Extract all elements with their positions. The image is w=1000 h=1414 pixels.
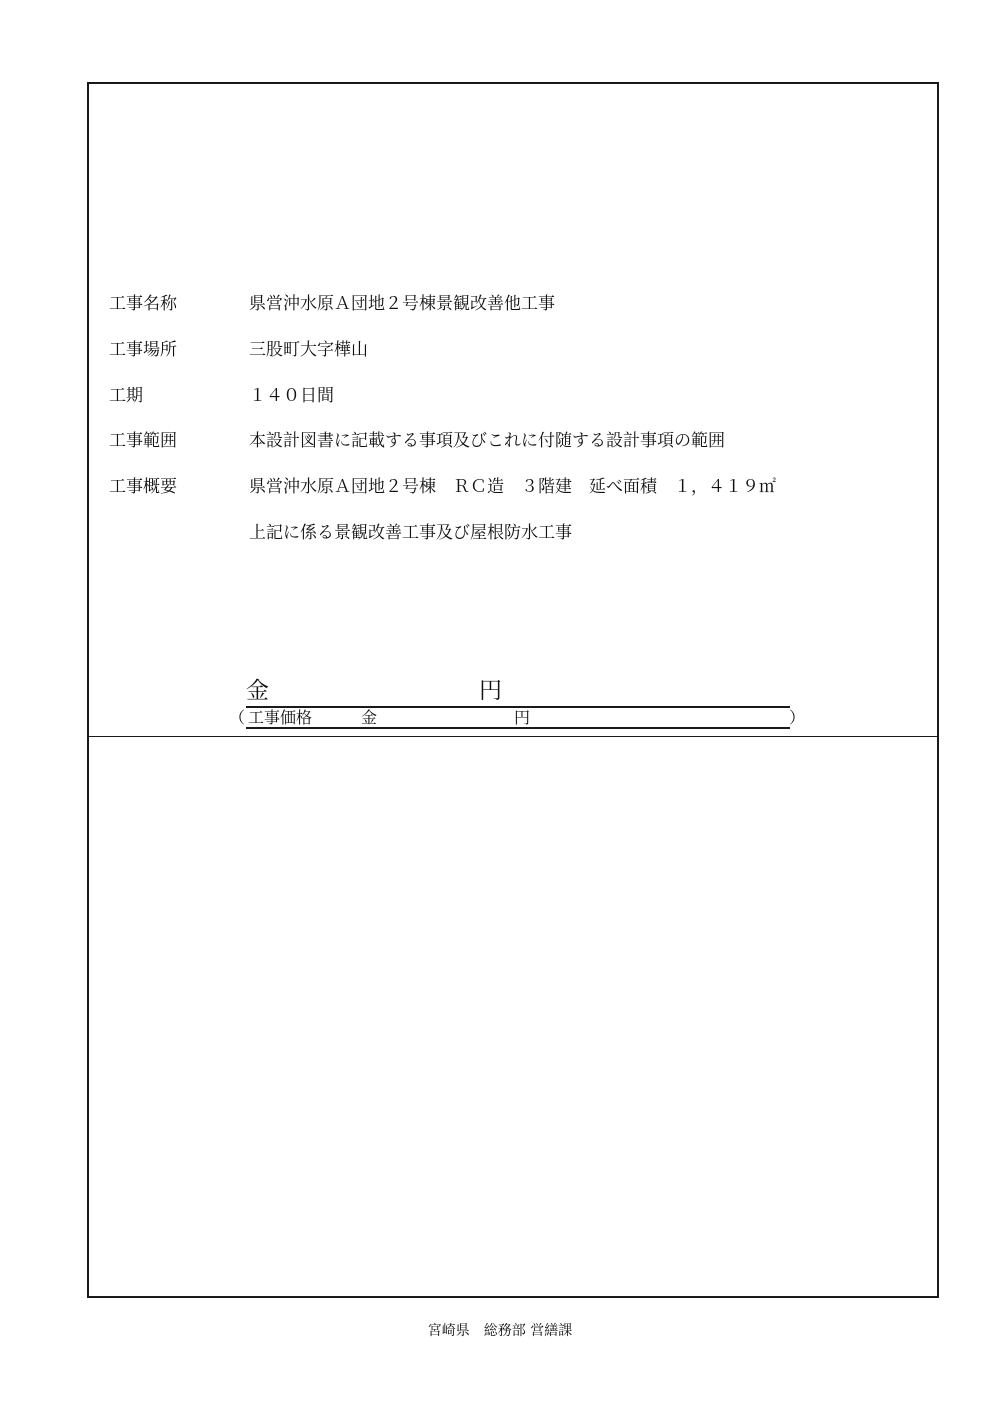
- amount-kin: 金: [246, 678, 269, 704]
- detail-value: １４０日間: [249, 386, 334, 406]
- detail-label: 工期: [109, 386, 143, 406]
- open-paren: （: [229, 708, 246, 727]
- detail-summary-line2: 上記に係る景観改善工事及び屋根防水工事: [249, 523, 572, 543]
- construction-price-kin: 金: [361, 708, 378, 727]
- amount-en: 円: [479, 678, 502, 704]
- construction-price-underline: [246, 708, 790, 729]
- detail-label: 工事名称: [109, 294, 177, 314]
- detail-label: 工事範囲: [109, 431, 177, 451]
- construction-price-line: [229, 708, 829, 730]
- construction-price-label: 工事価格: [248, 708, 313, 727]
- detail-value: 県営沖水原Ａ団地２号棟景観改善他工事: [249, 294, 555, 314]
- document-frame: [87, 82, 939, 1298]
- detail-value: 本設計図書に記載する事項及びこれに付随する設計事項の範囲: [249, 431, 725, 451]
- section-divider: [89, 736, 937, 737]
- detail-value: 三股町大字樺山: [249, 340, 368, 360]
- detail-label: 工事場所: [109, 340, 177, 360]
- amount-line: [246, 680, 790, 708]
- issuer-footer: 宮崎県 総務部 営繕課: [427, 1323, 573, 1339]
- construction-price-en: 円: [514, 708, 531, 727]
- close-paren: ）: [789, 708, 806, 727]
- detail-value: 県営沖水原Ａ団地２号棟 ＲＣ造 ３階建 延べ面積 １，４１９㎡: [249, 477, 776, 497]
- detail-label: 工事概要: [109, 477, 177, 497]
